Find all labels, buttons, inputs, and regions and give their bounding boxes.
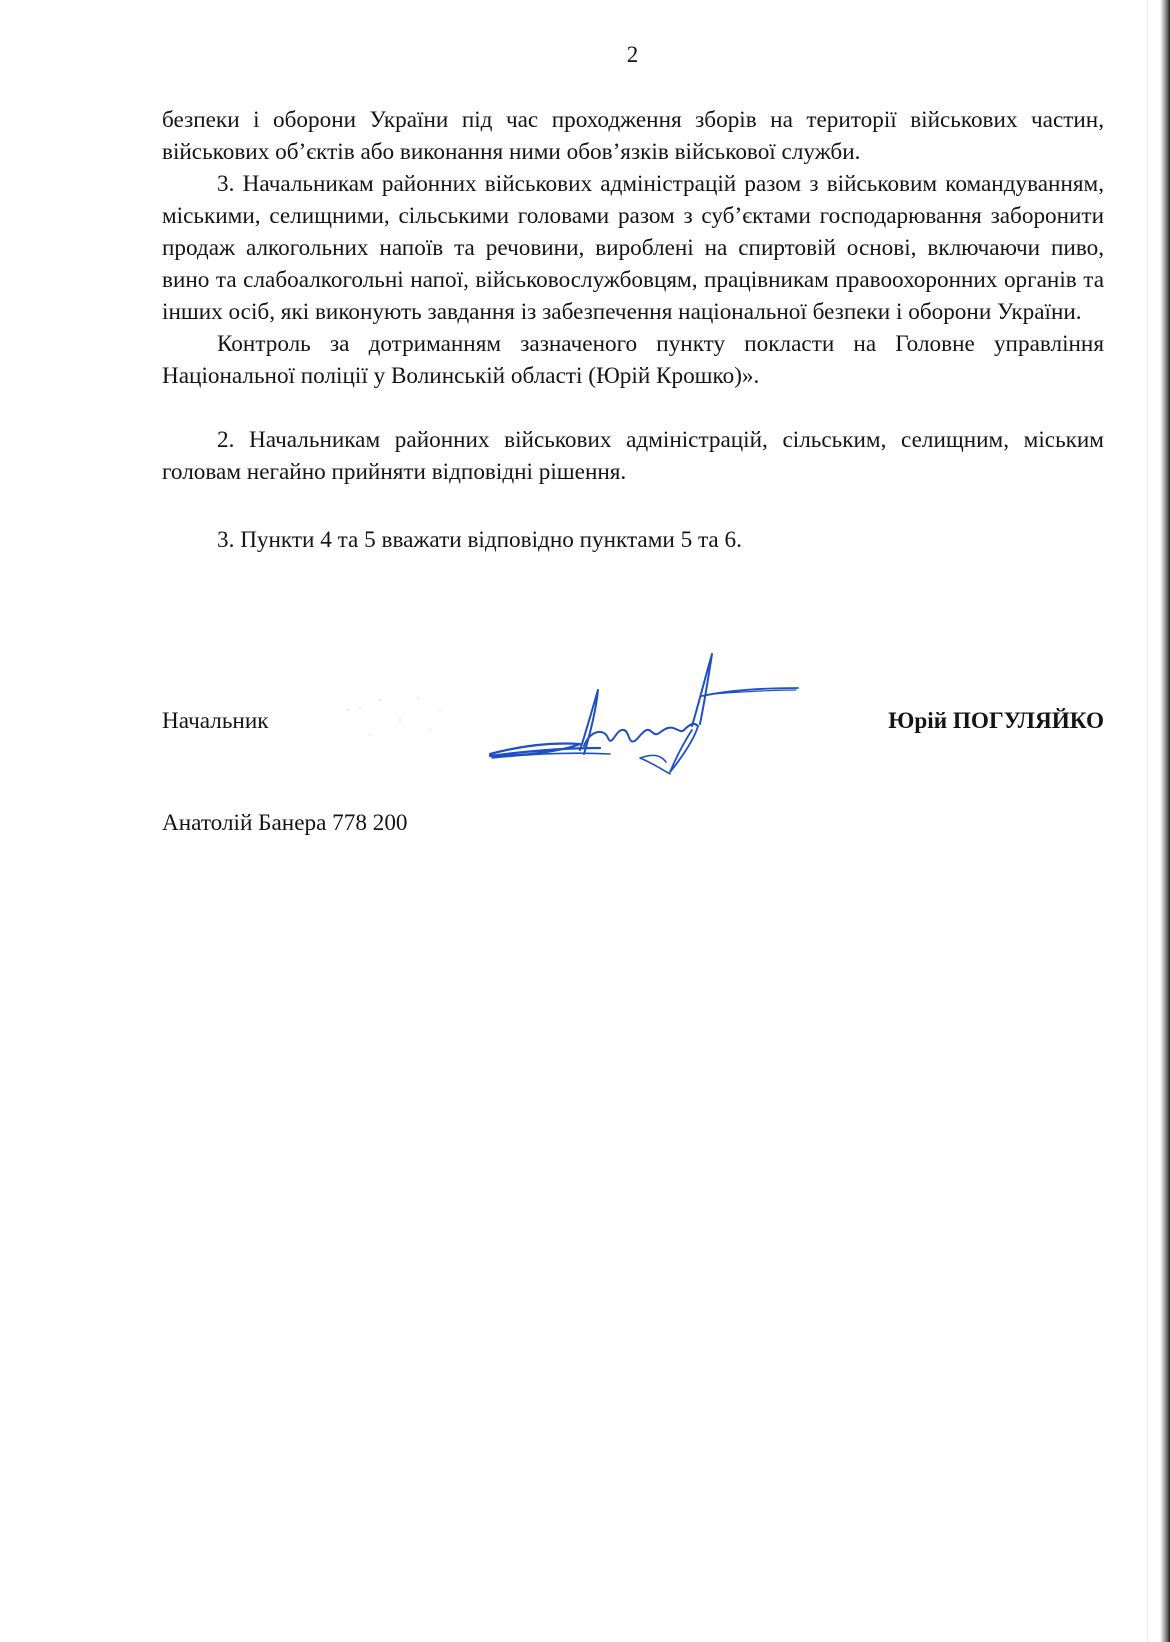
paragraph-item-3-renumber: 3. Пункти 4 та 5 вважати відповідно пунктами 5 та 6. — [217, 527, 742, 553]
executor-contact: Анатолій Банера 778 200 — [162, 810, 408, 836]
paragraph-control: Контроль за дотриманням зазначеного пункту покласти на Головне управління Національної поліції у Волинській області (Юрій Крошко)». — [162, 331, 1104, 389]
signature-block — [162, 708, 1104, 744]
paragraph-item-2-decisions: 2. Начальникам районних військових адміністрацій, сільським, селищним, міським головам негайно прийняти відповідні рішення. — [162, 427, 1104, 485]
scan-edge-line — [1147, 0, 1148, 1642]
paragraph-continuation: безпеки і оборони України під час проходження зборів на території військових частин, військових об’єктів або виконання ними обов’язків військової служби. — [162, 107, 1104, 165]
paragraph-item-3-alcohol-ban: 3. Начальникам районних військових адміністрацій разом з військовим командуванням, міськими, селищними, сільськими головами разом з суб’єктами господарювання заборонити продаж алкогольних напоїв та речовини, вироблені на спиртовій основі, включаючи пиво, вино та слабоалкогольні напої, військовослужбовцям, працівникам правоохоронних органів та інших осіб, які виконують завдання із забезпечення національної безпеки і оборони України. — [162, 171, 1104, 325]
signatory-name: Юрій ПОГУЛЯЙКО — [888, 708, 1104, 734]
document-body — [162, 104, 1104, 556]
page-number: 2 — [626, 42, 639, 67]
signatory-position: Начальник — [162, 708, 269, 734]
scan-edge-shadow — [1160, 0, 1170, 1642]
